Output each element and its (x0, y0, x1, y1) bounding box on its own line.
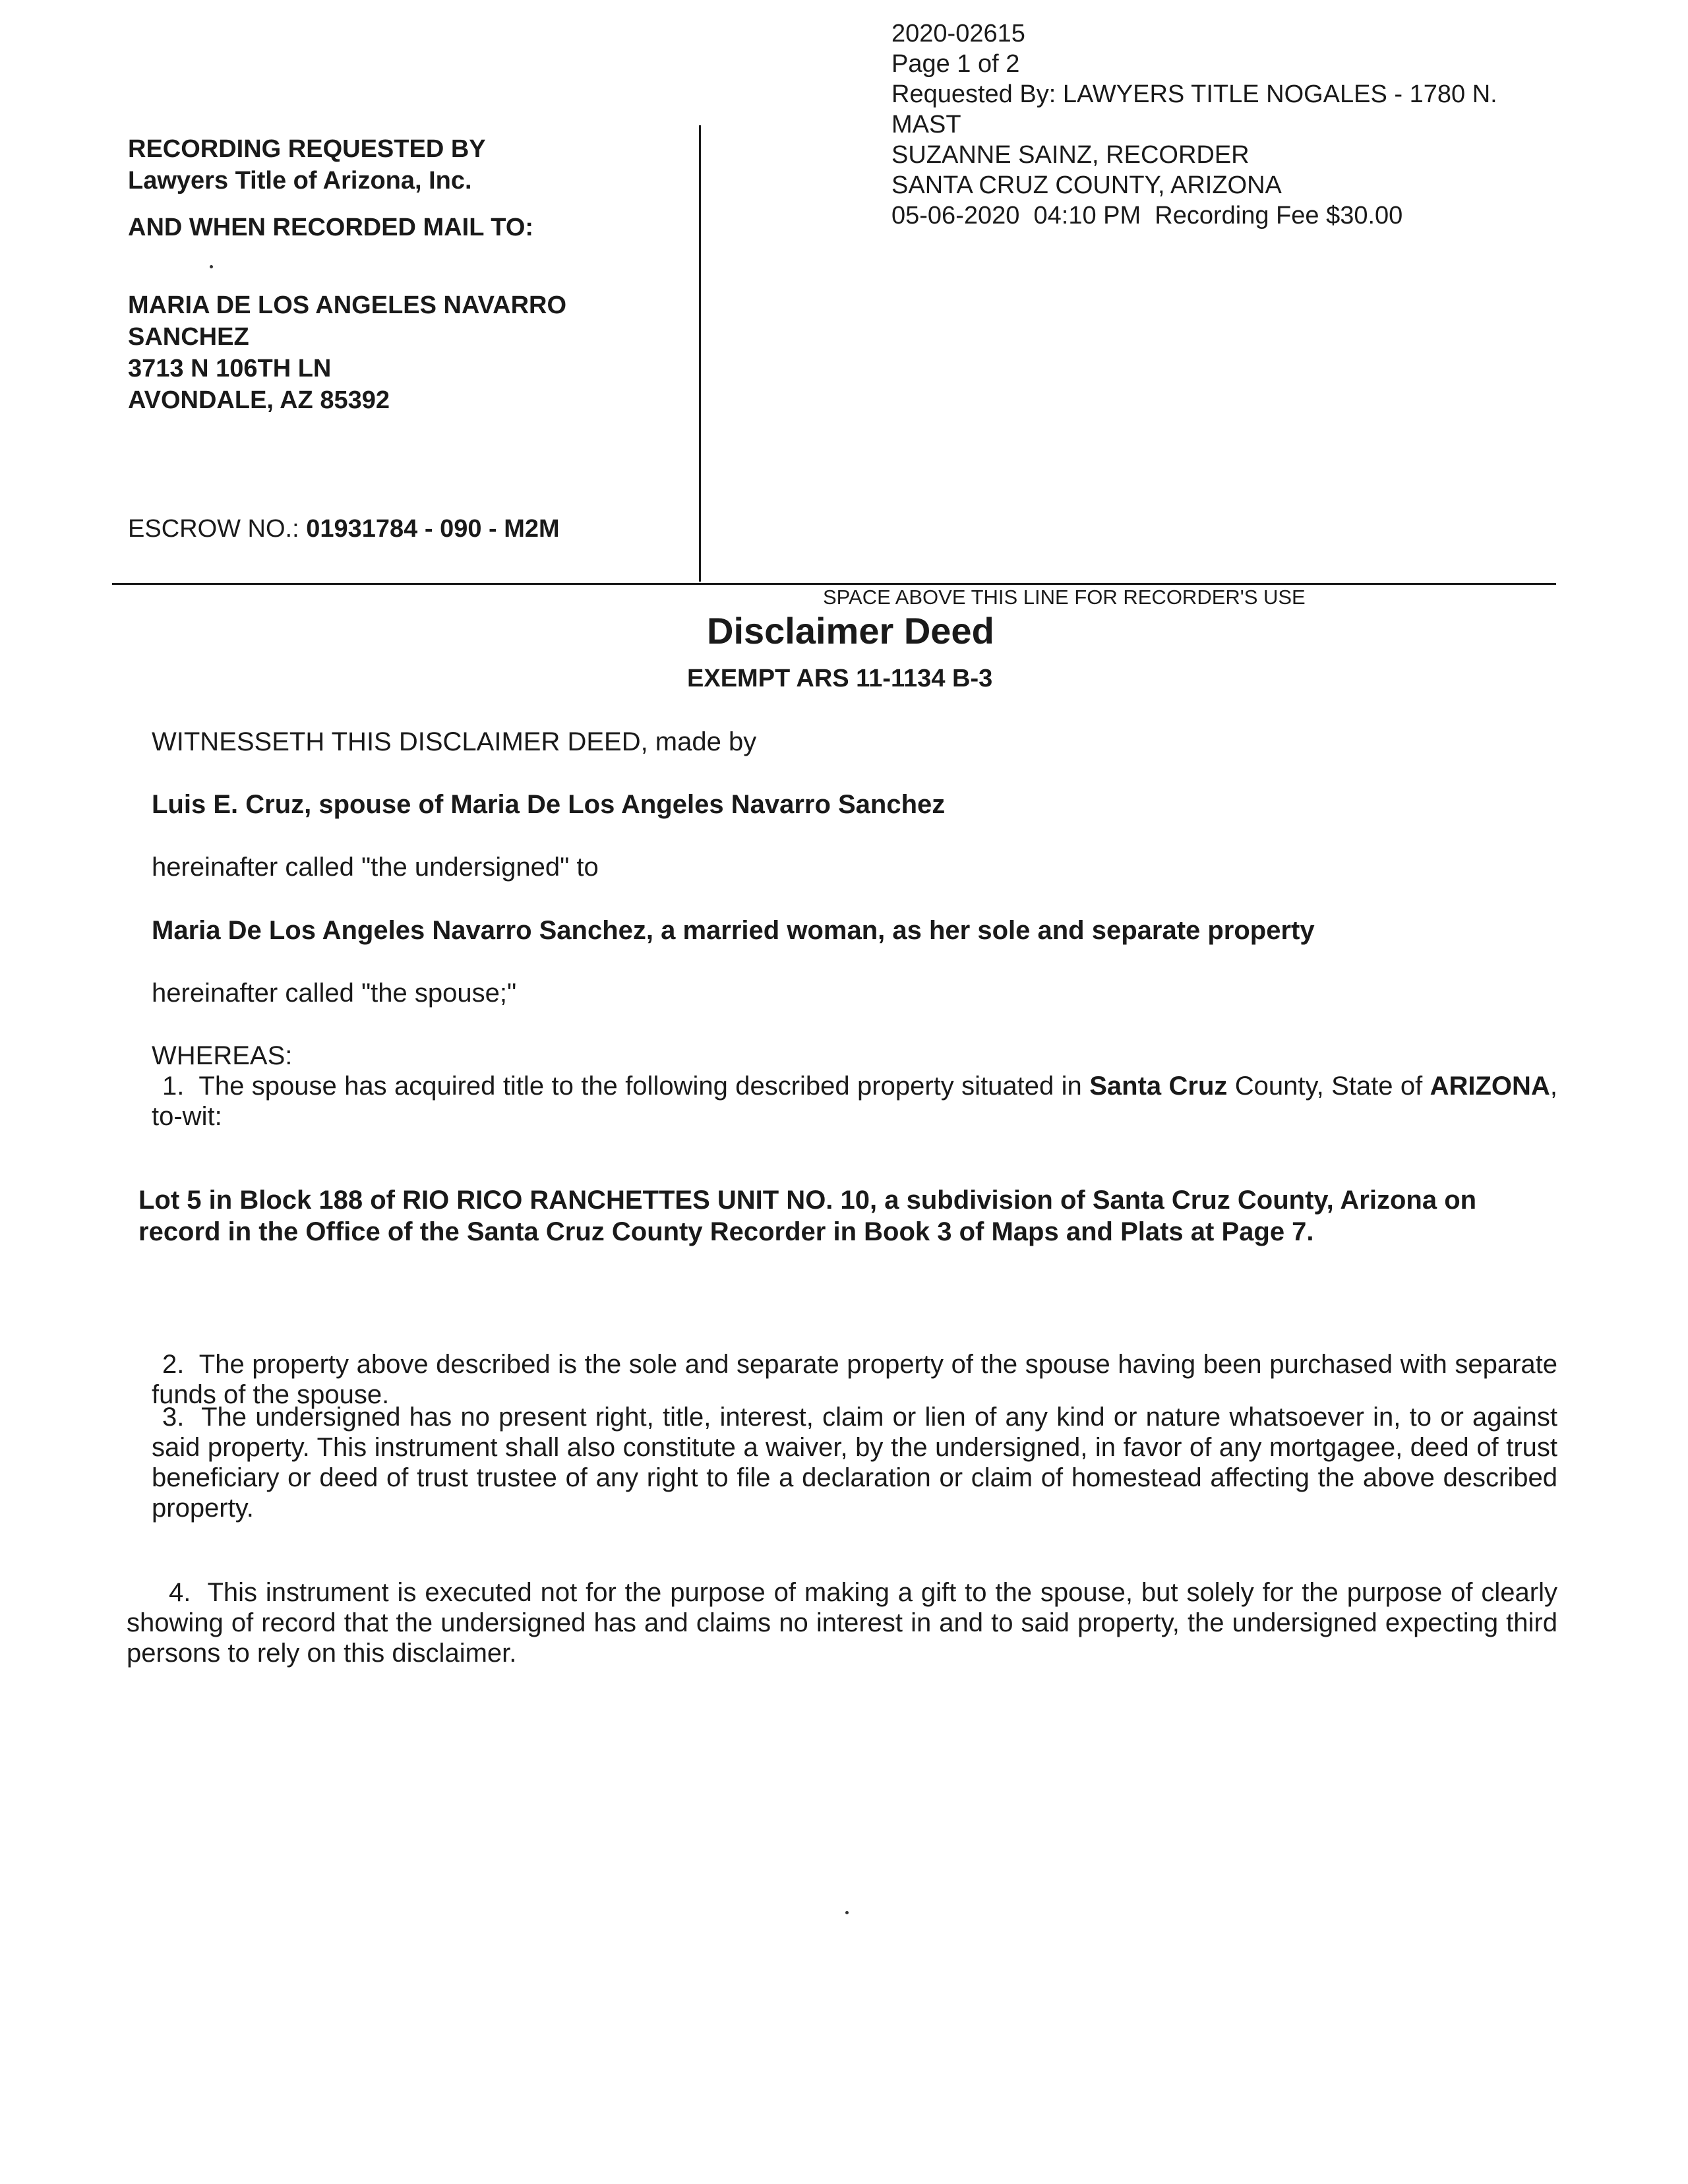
clause-1-text-a: The spouse has acquired title to the following described property situated in (198, 1072, 1082, 1101)
recording-requested-by: RECORDING REQUESTED BY (128, 135, 486, 163)
legal-description: Lot 5 in Block 188 of RIO RICO RANCHETTES UNIT NO. 10, a subdivision of Santa Cruz County, Arizona on record in the Office of the Santa Cruz County Recorder in Book 3 of Maps and Plats at Page 7. (138, 1186, 1477, 1246)
recorder-stamp (891, 18, 1497, 231)
mail-to-label: AND WHEN RECORDED MAIL TO: (128, 214, 534, 241)
recording-date-fee (891, 200, 1497, 231)
whereas-heading: WHEREAS: (152, 1041, 293, 1070)
clause-4-number: 4. (169, 1578, 191, 1607)
document-number: 2020-02615 (891, 20, 1025, 47)
recorder-county: SANTA CRUZ COUNTY, ARIZONA (891, 171, 1282, 199)
page-bottom-dot (845, 1911, 849, 1914)
witnesseth-line: WITNESSETH THIS DISCLAIMER DEED, made by (152, 727, 757, 756)
deed-subtitle: EXEMPT ARS 11-1134 B-3 (687, 665, 993, 692)
clause-1-number: 1. (162, 1072, 185, 1101)
recorder-name: SUZANNE SAINZ, RECORDER (891, 141, 1250, 169)
recording-fee: Recording Fee $30.00 (1155, 202, 1403, 229)
clause-1-county: Santa Cruz (1089, 1072, 1228, 1101)
recorder-use-note: SPACE ABOVE THIS LINE FOR RECORDER'S USE (823, 586, 1306, 609)
clause-1 (152, 1071, 1557, 1132)
recording-datetime: 05-06-2020 04:10 PM (891, 202, 1141, 229)
clause-1-text-c: , to-wit: (152, 1072, 1557, 1131)
mail-name-line1: MARIA DE LOS ANGELES NAVARRO (128, 291, 567, 319)
clause-4 (127, 1577, 1557, 1668)
clause-1-state: ARIZONA (1430, 1072, 1550, 1101)
mail-city: AVONDALE, AZ 85392 (128, 386, 390, 414)
undersigned-label: hereinafter called "the undersigned" to (152, 853, 599, 882)
clause-4-text: This instrument is executed not for the purpose of making a gift to the spouse, but solely for the purpose of clearly showing of record that the undersigned has and claims no interest in and to said property, the undersigned expecting third persons to rely on this disclaimer. (127, 1578, 1557, 1668)
grantee: Maria De Los Angeles Navarro Sanchez, a married woman, as her sole and separate property (152, 916, 1315, 945)
clause-3-text: The undersigned has no present right, title, interest, claim or lien of any kind or nature whatsoever in, to or against said property. This instrument shall also constitute a waiver, by the undersigned, in favor of any mortgagee, deed of trust beneficiary or deed of trust trustee of any right to file a declaration or claim of homestead affecting the above described property. (152, 1403, 1557, 1523)
clause-2-number: 2. (162, 1350, 185, 1379)
escrow-line (128, 514, 560, 544)
requester-name: Lawyers Title of Arizona, Inc. (128, 167, 472, 195)
mail-street: 3713 N 106TH LN (128, 355, 332, 382)
deed-title: Disclaimer Deed (707, 610, 994, 652)
recorder-use-divider (112, 583, 1556, 585)
escrow-number: 01931784 - 090 - M2M (306, 515, 560, 543)
escrow-label: ESCROW NO.: (128, 515, 299, 543)
header-vertical-divider (699, 125, 701, 582)
requested-by-continued: MAST (891, 111, 961, 138)
clause-3 (152, 1402, 1557, 1523)
mail-name-line2: SANCHEZ (128, 323, 249, 351)
requested-by: Requested By: LAWYERS TITLE NOGALES - 1780 N. (891, 80, 1497, 108)
spouse-label: hereinafter called "the spouse;" (152, 979, 517, 1008)
stray-dot (210, 265, 213, 268)
clause-3-number: 3. (162, 1403, 185, 1432)
clause-2 (152, 1349, 1557, 1410)
clause-2-text: The property above described is the sole and separate property of the spouse having been purchased with separate funds of the spouse. (152, 1350, 1557, 1409)
page-count: Page 1 of 2 (891, 50, 1020, 78)
clause-1-text-b: County, State of (1234, 1072, 1423, 1101)
grantor: Luis E. Cruz, spouse of Maria De Los Angeles Navarro Sanchez (152, 790, 946, 819)
